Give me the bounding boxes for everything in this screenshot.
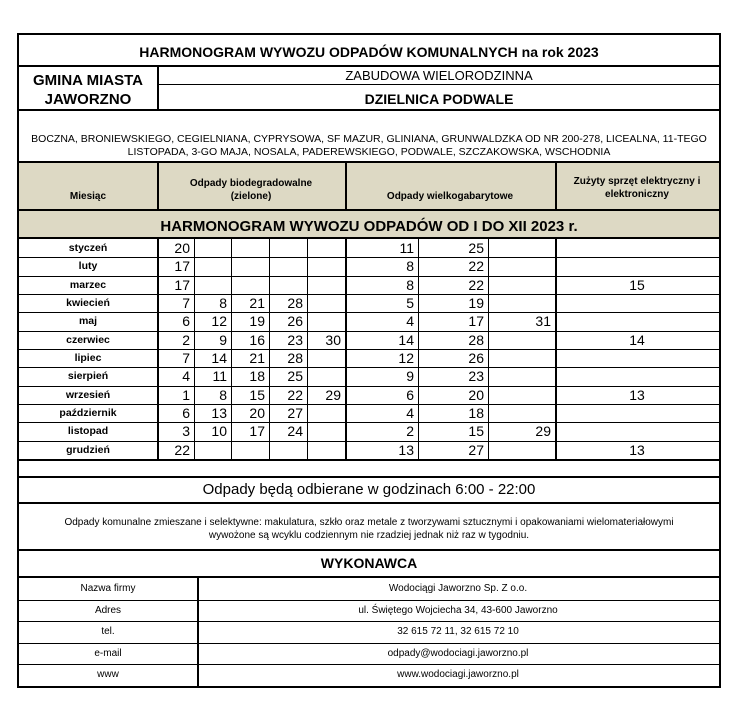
- bio-date-cell: 20: [174, 240, 190, 256]
- col-bio-header: Odpady biodegradowalne (zielone): [189, 178, 313, 202]
- table-row: [19, 441, 719, 459]
- bio-date-cell: 30: [325, 331, 341, 348]
- bulky-date-cell: 9: [406, 368, 414, 385]
- hours-note: Odpady będą odbierane w godzinach 6:00 - 22:00: [202, 481, 536, 498]
- bio-date-cell: [307, 312, 345, 330]
- streets-list: [19, 133, 719, 159]
- table-row: [19, 239, 719, 257]
- bulky-date-cell: [488, 276, 555, 294]
- bio-date-cell: [307, 404, 345, 422]
- bio-date-cell: [231, 257, 269, 275]
- bio-date-cell: 24: [287, 423, 303, 440]
- contractor-value: 32 615 72 11, 32 615 72 10: [397, 626, 519, 638]
- document-title: HARMONOGRAM WYWOZU ODPADÓW KOMUNALNYCH na rok 2023: [139, 44, 599, 60]
- bio-date-cell: [307, 441, 345, 459]
- month-name: maj: [78, 315, 98, 328]
- schedule-title: HARMONOGRAM WYWOZU ODPADÓW OD I DO XII 2023 r.: [160, 218, 578, 235]
- bio-date-cell: 21: [249, 294, 265, 311]
- bio-date-cell: 16: [249, 331, 265, 348]
- bio-date-cell: 3: [182, 423, 190, 440]
- contractor-value: ul. Świętego Wojciecha 34, 43-600 Jaworzno: [358, 604, 558, 616]
- contractor-label: Nazwa firmy: [80, 583, 136, 594]
- gmina-line1: GMINA MIASTA: [33, 72, 143, 89]
- contractor-table: [19, 578, 719, 686]
- schedule-sheet: [17, 33, 721, 688]
- bulky-date-cell: 2: [406, 423, 414, 440]
- bio-date-cell: 9: [219, 331, 227, 348]
- table-row: [19, 367, 719, 385]
- table-row: [19, 349, 719, 367]
- table-row: [19, 276, 719, 294]
- contractor-value[interactable]: www.wodociagi.jaworzno.pl: [397, 669, 519, 681]
- bio-date-cell: 28: [287, 294, 303, 311]
- col-bulky-header: Odpady wielkogabarytowe: [386, 191, 514, 202]
- bulky-date-cell: [488, 404, 555, 422]
- bio-date-cell: 11: [212, 368, 227, 385]
- bulky-date-cell: 5: [406, 294, 414, 311]
- ee-date-cell: [555, 349, 719, 367]
- bio-date-cell: 14: [211, 349, 227, 366]
- bio-date-cell: [194, 257, 231, 275]
- bio-date-cell: [231, 239, 269, 257]
- bio-date-cell: [307, 239, 345, 257]
- bio-date-cell: 17: [174, 276, 190, 293]
- bio-date-cell: [194, 239, 231, 257]
- bulky-date-cell: 12: [398, 349, 414, 366]
- contractor-label: e-mail: [94, 647, 122, 659]
- bio-date-cell: [269, 441, 307, 459]
- ee-date-cell: [555, 312, 719, 330]
- ee-date-cell: [555, 367, 719, 385]
- bio-date-cell: 7: [182, 349, 190, 366]
- month-name: wrzesień: [65, 388, 111, 401]
- bulky-date-cell: 8: [406, 258, 414, 275]
- bio-date-cell: 8: [219, 294, 227, 311]
- bio-date-cell: 7: [182, 294, 190, 311]
- gmina-line2: JAWORZNO: [44, 91, 132, 108]
- bio-date-cell: 17: [249, 423, 265, 440]
- bulky-date-cell: 15: [468, 423, 484, 440]
- ee-date-cell: [555, 294, 719, 312]
- month-name: grudzień: [66, 443, 110, 456]
- ee-date-cell: 13: [629, 386, 645, 403]
- ee-date-cell: [555, 239, 719, 257]
- contractor-label: tel.: [101, 626, 115, 638]
- table-row: [19, 386, 719, 404]
- table-row: [19, 294, 719, 312]
- ee-date-cell: 15: [629, 276, 645, 293]
- bulky-date-cell: 19: [468, 294, 484, 311]
- bio-date-cell: [194, 441, 231, 459]
- bio-date-cell: 28: [287, 349, 303, 366]
- bio-date-cell: 26: [287, 313, 303, 330]
- contractor-label: www: [97, 669, 119, 681]
- bio-date-cell: [307, 276, 345, 294]
- bio-date-cell: 13: [211, 404, 227, 421]
- bio-date-cell: 12: [211, 313, 227, 330]
- bio-date-cell: 22: [174, 441, 190, 458]
- table-row: [19, 404, 719, 422]
- bulky-date-cell: 31: [535, 313, 551, 330]
- table-row: [19, 422, 719, 440]
- month-name: lipiec: [74, 351, 102, 364]
- bio-date-cell: [231, 441, 269, 459]
- bulky-date-cell: 27: [468, 441, 484, 458]
- ee-date-cell: [555, 404, 719, 422]
- month-name: sierpień: [67, 370, 109, 383]
- bulky-date-cell: [488, 257, 555, 275]
- table-row: [19, 257, 719, 275]
- bio-date-cell: 18: [249, 368, 265, 385]
- bulky-date-cell: 4: [406, 404, 414, 421]
- bio-date-cell: [269, 276, 307, 294]
- bio-date-cell: [307, 422, 345, 440]
- bio-date-cell: [194, 276, 231, 294]
- bulky-date-cell: 23: [468, 368, 484, 385]
- bulky-date-cell: 29: [535, 423, 551, 440]
- ee-date-cell: [555, 257, 719, 275]
- schedule-table: [19, 239, 719, 459]
- contractor-title: WYKONAWCA: [320, 555, 418, 571]
- bio-date-cell: 6: [182, 313, 190, 330]
- bulky-date-cell: 8: [406, 276, 414, 293]
- bulky-date-cell: 4: [406, 313, 414, 330]
- bio-date-cell: [307, 257, 345, 275]
- bulky-date-cell: [488, 294, 555, 312]
- bio-date-cell: 1: [182, 386, 190, 403]
- month-name: luty: [78, 260, 98, 273]
- month-name: czerwiec: [66, 333, 110, 346]
- bulky-date-cell: 17: [468, 313, 484, 330]
- bulky-date-cell: 22: [468, 276, 484, 293]
- bulky-date-cell: [488, 331, 555, 349]
- bulky-date-cell: [488, 441, 555, 459]
- zabudowa-label: ZABUDOWA WIELORODZINNA: [345, 68, 533, 83]
- bio-date-cell: 25: [287, 368, 303, 385]
- bio-date-cell: 23: [287, 331, 303, 348]
- bio-date-cell: 8: [219, 386, 227, 403]
- bio-date-cell: 10: [211, 423, 227, 440]
- bio-date-cell: 17: [174, 258, 190, 275]
- bulky-date-cell: 28: [468, 331, 484, 348]
- bulky-date-cell: 6: [406, 386, 414, 403]
- bulky-date-cell: 11: [399, 240, 414, 256]
- bio-date-cell: [269, 239, 307, 257]
- bio-date-cell: 19: [249, 313, 265, 330]
- bulky-date-cell: [488, 367, 555, 385]
- bulky-date-cell: [488, 386, 555, 404]
- bio-date-cell: [231, 276, 269, 294]
- bio-date-cell: 21: [249, 349, 265, 366]
- bulky-date-cell: 14: [398, 331, 414, 348]
- ee-date-cell: 14: [629, 331, 645, 348]
- mixed-waste-note: Odpady komunalne zmieszane i selektywne: makulatura, szkło oraz metale z tworzywami sztucznymi i opakowaniami wielomateriałowymi wywożone są wcyklu codziennym nie rzadziej jednak niż raz w tygodniu.: [64, 517, 674, 541]
- month-name: październik: [59, 406, 117, 419]
- gmina-name: [19, 71, 157, 109]
- bio-date-cell: 20: [249, 404, 265, 421]
- streets-line2: LISTOPADA, 3-GO MAJA, NOSALA, PADEREWSKIEGO, PODWALE, SZCZAKOWSKA, WSCHODNIA: [127, 146, 611, 158]
- contractor-value: Wodociągi Jaworzno Sp. Z o.o.: [388, 583, 528, 594]
- bulky-date-cell: 25: [468, 240, 484, 256]
- bio-date-cell: 15: [249, 386, 265, 403]
- table-row: [19, 312, 719, 330]
- bulky-date-cell: 20: [468, 386, 484, 403]
- bio-date-cell: [307, 367, 345, 385]
- bio-date-cell: [307, 294, 345, 312]
- table-row: [19, 331, 719, 349]
- bio-date-cell: 29: [325, 386, 341, 403]
- bio-date-cell: 2: [182, 331, 190, 348]
- bulky-date-cell: 26: [468, 349, 484, 366]
- month-name: marzec: [69, 278, 107, 291]
- ee-date-cell: 13: [629, 441, 645, 458]
- bio-date-cell: 22: [287, 386, 303, 403]
- col-ee-header: Zużyty sprzęt elektryczny i elektroniczny: [573, 176, 701, 200]
- month-name: listopad: [67, 425, 109, 438]
- bio-date-cell: 6: [182, 404, 190, 421]
- bio-date-cell: [307, 349, 345, 367]
- ee-date-cell: [555, 422, 719, 440]
- bulky-date-cell: 18: [468, 404, 484, 421]
- bulky-date-cell: [488, 239, 555, 257]
- bio-date-cell: [269, 257, 307, 275]
- contractor-label: Adres: [94, 604, 122, 616]
- dzielnica-label: DZIELNICA PODWALE: [364, 91, 514, 107]
- bio-date-cell: 27: [287, 404, 303, 421]
- bulky-date-cell: [488, 349, 555, 367]
- bio-date-cell: 4: [182, 368, 190, 385]
- bulky-date-cell: 13: [398, 441, 414, 458]
- month-name: kwiecień: [66, 296, 110, 309]
- streets-line1: BOCZNA, BRONIEWSKIEGO, CEGIELNIANA, CYPRYSOWA, SF MAZUR, GLINIANA, GRUNWALDZKA OD NR 200-278, LICEALNA, 11-TEGO: [31, 133, 707, 145]
- bulky-date-cell: 22: [468, 258, 484, 275]
- month-name: styczeń: [68, 242, 108, 254]
- col-month-header: Miesiąc: [69, 191, 107, 202]
- contractor-value[interactable]: odpady@wodociagi.jaworzno.pl: [387, 647, 529, 659]
